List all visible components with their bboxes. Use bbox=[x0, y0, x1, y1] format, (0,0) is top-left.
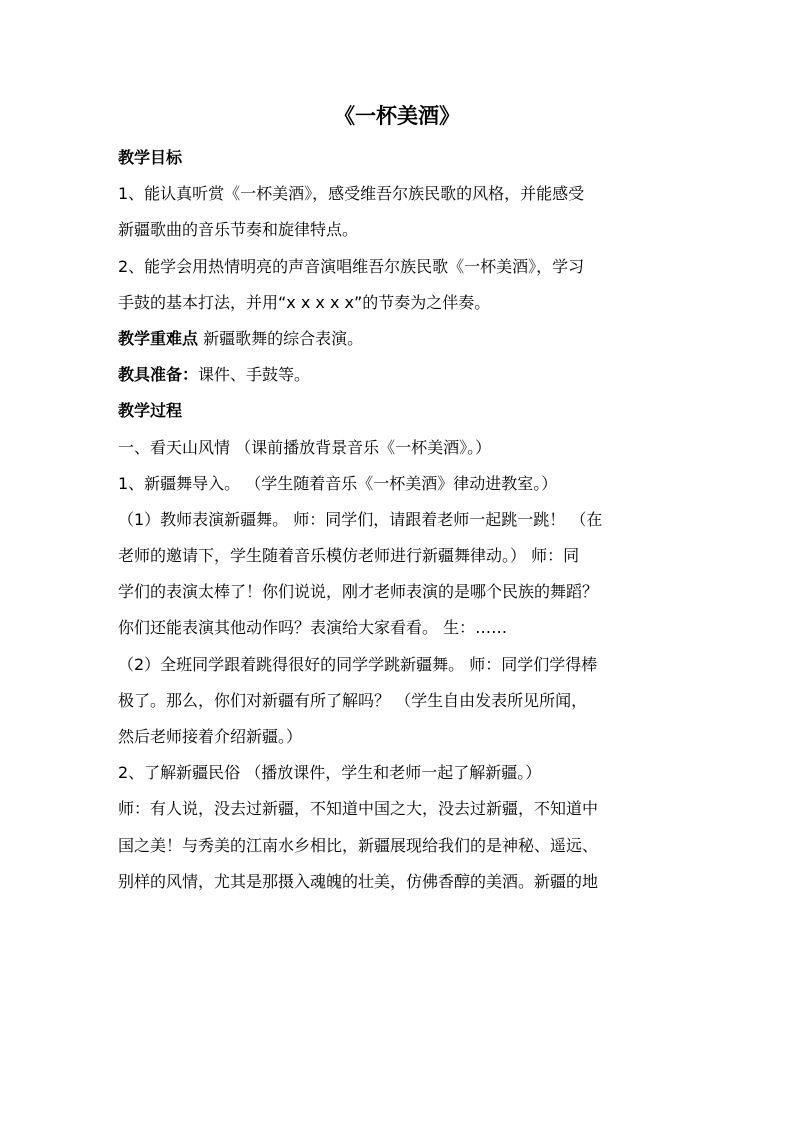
line-text: 师：有人说，没去过新疆，不知道中国之大，没去过新疆，不知道中 bbox=[118, 799, 599, 819]
line-text: 别样的风情，尤其是那摄入魂魄的壮美，仿佛香醇的美酒。新疆的地 bbox=[118, 871, 599, 891]
text-line bbox=[118, 212, 678, 248]
line-text: 课件、手鼓等。 bbox=[198, 365, 311, 385]
text-line bbox=[118, 466, 678, 502]
line-text: 新疆歌曲的音乐节奏和旋律特点。 bbox=[118, 220, 359, 240]
line-text: 2、能学会用热情明亮的声音演唱维吾尔族民歌《一杯美酒》，学习 bbox=[118, 256, 585, 276]
line-text: （2）全班同学跟着跳得很好的同学学跳新疆舞。 师：同学们学得棒 bbox=[118, 654, 598, 674]
line-text: 国之美！与秀美的江南水乡相比，新疆展现给我们的是神秘、遥远、 bbox=[118, 835, 599, 855]
section-heading bbox=[118, 393, 678, 429]
text-line bbox=[118, 430, 678, 466]
line-text: 你们还能表演其他动作吗？表演给大家看看。 生：…… bbox=[118, 618, 508, 638]
inline-label: 教具准备： bbox=[118, 365, 199, 385]
line-text: 一、看天山风情 （课前播放背景音乐《一杯美酒》。） bbox=[118, 437, 492, 457]
line-text: 2、了解新疆民俗 （播放课件，学生和老师一起了解新疆。） bbox=[118, 763, 542, 783]
text-line bbox=[118, 357, 678, 393]
page-title: 《一杯美酒》 bbox=[334, 104, 460, 128]
text-line bbox=[118, 610, 678, 646]
text-line bbox=[118, 791, 678, 827]
text-line bbox=[118, 683, 678, 719]
line-text: 教学目标 bbox=[118, 148, 183, 167]
line-text: （1）教师表演新疆舞。 师：同学们，请跟着老师一起跳一跳！ （在 bbox=[118, 509, 603, 529]
line-text: 然后老师接着介绍新疆。） bbox=[118, 727, 303, 746]
text-line bbox=[118, 249, 678, 285]
text-line bbox=[118, 176, 678, 212]
text-line bbox=[118, 538, 678, 574]
line-text: 极了。那么，你们对新疆有所了解吗？ （学生自由发表所见所闻， bbox=[118, 690, 588, 710]
line-text: 新疆歌舞的综合表演。 bbox=[198, 328, 364, 348]
text-line bbox=[118, 647, 678, 683]
line-text: 1、新疆舞导入。 （学生随着音乐《一杯美酒》律动进教室。） bbox=[118, 473, 558, 493]
text-line bbox=[118, 719, 678, 755]
line-text: 手鼓的基本打法，并用“x x x x x”的节奏为之伴奏。 bbox=[118, 292, 491, 312]
line-text: 学们的表演太棒了！你们说说，刚才老师表演的是哪个民族的舞蹈？ bbox=[118, 582, 599, 602]
text-line bbox=[118, 864, 678, 900]
line-text: 教学过程 bbox=[118, 401, 183, 421]
document-body bbox=[118, 140, 678, 900]
text-line bbox=[118, 321, 678, 357]
text-line bbox=[118, 828, 678, 864]
text-line bbox=[118, 502, 678, 538]
text-line bbox=[118, 285, 678, 321]
inline-label: 教学重难点 bbox=[118, 328, 199, 348]
line-text: 老师的邀请下，学生随着音乐模仿老师进行新疆舞律动。） 师：同 bbox=[118, 546, 580, 566]
text-line bbox=[118, 755, 678, 791]
text-line bbox=[118, 574, 678, 610]
section-heading bbox=[118, 140, 678, 176]
line-text: 1、能认真听赏《一杯美酒》，感受维吾尔族民歌的风格，并能感受 bbox=[118, 184, 585, 204]
